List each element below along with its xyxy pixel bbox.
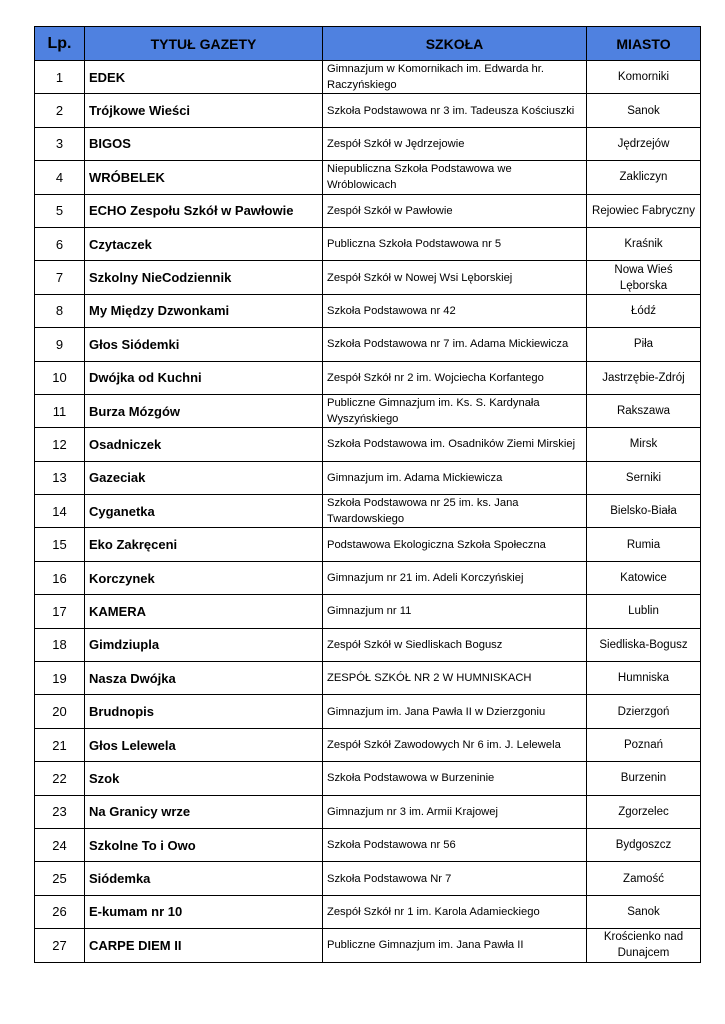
row-number: 15 — [35, 528, 85, 561]
city-name: Dzierzgoń — [587, 695, 701, 728]
school-name: Szkoła Podstawowa nr 42 — [323, 294, 587, 327]
school-name: Zespół Szkół w Siedliskach Bogusz — [323, 628, 587, 661]
newspapers-table — [34, 26, 701, 963]
newspaper-title: KAMERA — [85, 595, 323, 628]
table-row — [35, 261, 701, 294]
school-name: Zespół Szkół w Nowej Wsi Lęborskiej — [323, 261, 587, 294]
table-row — [35, 628, 701, 661]
city-name: Krościenko nad Dunajcem — [587, 929, 701, 962]
newspaper-title: Gazeciak — [85, 461, 323, 494]
school-name: Szkoła Podstawowa Nr 7 — [323, 862, 587, 895]
table-row — [35, 561, 701, 594]
city-name: Piła — [587, 328, 701, 361]
city-name: Zgorzelec — [587, 795, 701, 828]
newspaper-title: Czytaczek — [85, 227, 323, 260]
city-name: Nowa Wieś Lęborska — [587, 261, 701, 294]
school-name: Gimnazjum nr 11 — [323, 595, 587, 628]
school-name: Zespół Szkół Zawodowych Nr 6 im. J. Lelewela — [323, 728, 587, 761]
newspaper-title: Trójkowe Wieści — [85, 94, 323, 127]
city-name: Zakliczyn — [587, 161, 701, 194]
table-row — [35, 795, 701, 828]
newspaper-title: Szkolne To i Owo — [85, 828, 323, 861]
row-number: 23 — [35, 795, 85, 828]
city-name: Humniska — [587, 662, 701, 695]
row-number: 27 — [35, 929, 85, 962]
newspaper-title: EDEK — [85, 61, 323, 94]
table-row — [35, 328, 701, 361]
newspaper-title: Nasza Dwójka — [85, 662, 323, 695]
table-row — [35, 127, 701, 160]
school-name: Gimnazjum im. Adama Mickiewicza — [323, 461, 587, 494]
city-name: Katowice — [587, 561, 701, 594]
table-row — [35, 495, 701, 528]
newspaper-title: Siódemka — [85, 862, 323, 895]
city-name: Poznań — [587, 728, 701, 761]
city-name: Jędrzejów — [587, 127, 701, 160]
table-row — [35, 762, 701, 795]
table-row — [35, 61, 701, 94]
row-number: 18 — [35, 628, 85, 661]
school-name: Publiczna Szkoła Podstawowa nr 5 — [323, 227, 587, 260]
row-number: 14 — [35, 495, 85, 528]
table-row — [35, 728, 701, 761]
school-name: Zespół Szkół nr 1 im. Karola Adamieckiego — [323, 895, 587, 928]
row-number: 8 — [35, 294, 85, 327]
newspaper-title: Cyganetka — [85, 495, 323, 528]
school-name: Szkoła Podstawowa im. Osadników Ziemi Mirskiej — [323, 428, 587, 461]
row-number: 10 — [35, 361, 85, 394]
table-row — [35, 361, 701, 394]
city-name: Bydgoszcz — [587, 828, 701, 861]
city-name: Zamość — [587, 862, 701, 895]
city-name: Łódź — [587, 294, 701, 327]
newspaper-title: CARPE DIEM II — [85, 929, 323, 962]
header-city: MIASTO — [587, 27, 701, 61]
table-row — [35, 461, 701, 494]
city-name: Serniki — [587, 461, 701, 494]
table-row — [35, 528, 701, 561]
school-name: Szkoła Podstawowa w Burzeninie — [323, 762, 587, 795]
row-number: 16 — [35, 561, 85, 594]
row-number: 22 — [35, 762, 85, 795]
row-number: 17 — [35, 595, 85, 628]
newspaper-title: Brudnopis — [85, 695, 323, 728]
table-header-row — [35, 27, 701, 61]
row-number: 25 — [35, 862, 85, 895]
table-row — [35, 929, 701, 962]
row-number: 6 — [35, 227, 85, 260]
city-name: Komorniki — [587, 61, 701, 94]
school-name: ZESPÓŁ SZKÓŁ NR 2 W HUMNISKACH — [323, 662, 587, 695]
school-name: Szkoła Podstawowa nr 7 im. Adama Mickiewicza — [323, 328, 587, 361]
newspaper-title: My Między Dzwonkami — [85, 294, 323, 327]
city-name: Rakszawa — [587, 394, 701, 427]
table-row — [35, 227, 701, 260]
newspaper-title: Szok — [85, 762, 323, 795]
school-name: Niepubliczna Szkoła Podstawowa we Wróblowicach — [323, 161, 587, 194]
school-name: Gimnazjum nr 3 im. Armii Krajowej — [323, 795, 587, 828]
row-number: 5 — [35, 194, 85, 227]
row-number: 3 — [35, 127, 85, 160]
newspaper-title: Korczynek — [85, 561, 323, 594]
school-name: Gimnazjum nr 21 im. Adeli Korczyńskiej — [323, 561, 587, 594]
table-row — [35, 862, 701, 895]
city-name: Mirsk — [587, 428, 701, 461]
row-number: 9 — [35, 328, 85, 361]
header-title: TYTUŁ GAZETY — [85, 27, 323, 61]
school-name: Szkoła Podstawowa nr 3 im. Tadeusza Kościuszki — [323, 94, 587, 127]
table-row — [35, 428, 701, 461]
row-number: 21 — [35, 728, 85, 761]
city-name: Sanok — [587, 94, 701, 127]
newspaper-title: BIGOS — [85, 127, 323, 160]
school-name: Publiczne Gimnazjum im. Ks. S. Kardynała Wyszyńskiego — [323, 394, 587, 427]
city-name: Jastrzębie-Zdrój — [587, 361, 701, 394]
city-name: Rejowiec Fabryczny — [587, 194, 701, 227]
row-number: 7 — [35, 261, 85, 294]
school-name: Szkoła Podstawowa nr 25 im. ks. Jana Twardowskiego — [323, 495, 587, 528]
school-name: Zespół Szkół nr 2 im. Wojciecha Korfantego — [323, 361, 587, 394]
city-name: Rumia — [587, 528, 701, 561]
school-name: Podstawowa Ekologiczna Szkoła Społeczna — [323, 528, 587, 561]
newspaper-title: Na Granicy wrze — [85, 795, 323, 828]
row-number: 19 — [35, 662, 85, 695]
table-row — [35, 895, 701, 928]
row-number: 12 — [35, 428, 85, 461]
table-row — [35, 161, 701, 194]
city-name: Kraśnik — [587, 227, 701, 260]
newspaper-title: ECHO Zespołu Szkół w Pawłowie — [85, 194, 323, 227]
table-row — [35, 695, 701, 728]
table-row — [35, 194, 701, 227]
table-row — [35, 94, 701, 127]
table-row — [35, 394, 701, 427]
row-number: 13 — [35, 461, 85, 494]
newspaper-title: Głos Siódemki — [85, 328, 323, 361]
header-school: SZKOŁA — [323, 27, 587, 61]
school-name: Szkoła Podstawowa nr 56 — [323, 828, 587, 861]
row-number: 26 — [35, 895, 85, 928]
row-number: 4 — [35, 161, 85, 194]
newspaper-title: Burza Mózgów — [85, 394, 323, 427]
newspaper-title: Szkolny NieCodziennik — [85, 261, 323, 294]
newspaper-title: Osadniczek — [85, 428, 323, 461]
city-name: Sanok — [587, 895, 701, 928]
row-number: 2 — [35, 94, 85, 127]
newspaper-title: WRÓBELEK — [85, 161, 323, 194]
row-number: 24 — [35, 828, 85, 861]
city-name: Bielsko-Biała — [587, 495, 701, 528]
newspaper-title: Dwójka od Kuchni — [85, 361, 323, 394]
school-name: Publiczne Gimnazjum im. Jana Pawła II — [323, 929, 587, 962]
city-name: Siedliska-Bogusz — [587, 628, 701, 661]
school-name: Gimnazjum w Komornikach im. Edwarda hr. Raczyńskiego — [323, 61, 587, 94]
school-name: Gimnazjum im. Jana Pawła II w Dzierzgoniu — [323, 695, 587, 728]
school-name: Zespół Szkół w Pawłowie — [323, 194, 587, 227]
row-number: 11 — [35, 394, 85, 427]
table-row — [35, 828, 701, 861]
newspaper-title: Głos Lelewela — [85, 728, 323, 761]
city-name: Lublin — [587, 595, 701, 628]
table-row — [35, 294, 701, 327]
newspaper-title: Gimdziupla — [85, 628, 323, 661]
table-row — [35, 595, 701, 628]
newspaper-title: Eko Zakręceni — [85, 528, 323, 561]
newspaper-title: E-kumam nr 10 — [85, 895, 323, 928]
school-name: Zespół Szkół w Jędrzejowie — [323, 127, 587, 160]
table-row — [35, 662, 701, 695]
header-lp: Lp. — [35, 27, 85, 61]
city-name: Burzenin — [587, 762, 701, 795]
row-number: 1 — [35, 61, 85, 94]
row-number: 20 — [35, 695, 85, 728]
